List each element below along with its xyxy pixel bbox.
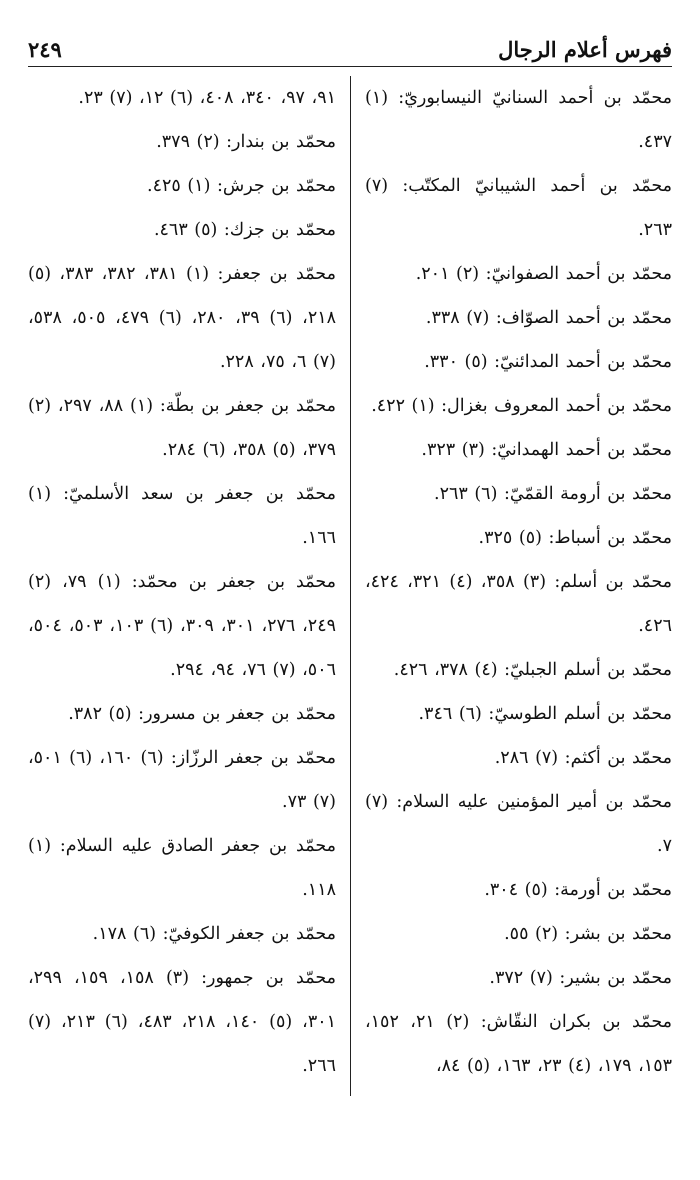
right-column bbox=[350, 76, 672, 1096]
index-entry: محمّد بن أرومة القمّيّ: (٦) ٢٦٣. bbox=[434, 484, 672, 504]
index-entry: محمّد بن جعفر: (١) ٣٨١، ٣٨٢، ٣٨٣، (٥) ٢١٨، (٦) ٣٩، ٢٨٠، (٦) ٤٧٩، ٥٠٥، ٥٣٨، (٧) ٦، ٧٥، ٢٢٨. bbox=[28, 264, 337, 372]
index-entry: محمّد بن جعفر بن بطّة: (١) ٨٨، ٢٩٧، (٢) ٣٧٩، (٥) ٣٥٨، (٦) ٢٨٤. bbox=[28, 396, 336, 460]
index-entry: محمّد بن أسلم الجبليّ: (٤) ٣٧٨، ٤٢٦. bbox=[393, 660, 672, 680]
index-entry: محمّد بن جعفر بن سعد الأسلميّ: (١) ١٦٦. bbox=[28, 484, 336, 548]
left-column bbox=[28, 76, 350, 1096]
page-number: ٢٤٩ bbox=[28, 37, 62, 62]
index-entry: محمّد بن بكران النقّاش: (٢) ٢١، ١٥٢، ١٥٣، ١٧٩، (٤) ٢٣، ١٦٣، (٥) ٨٤، bbox=[365, 1012, 672, 1076]
index-columns bbox=[28, 76, 672, 1096]
index-entry: محمّد بن أكثم: (٧) ٢٨٦. bbox=[494, 748, 672, 768]
index-entry: محمّد بن جرش: (١) ٤٢٥. bbox=[147, 176, 336, 196]
index-entry: محمّد بن أحمد السنانيّ النيسابوريّ: (١) ٤٣٧. bbox=[365, 88, 672, 152]
index-entry: محمّد بن جزك: (٥) ٤٦٣. bbox=[153, 220, 336, 240]
page-header bbox=[28, 22, 672, 67]
index-entry: محمّد بن بشر: (٢) ٥٥. bbox=[504, 924, 672, 944]
index-entry: محمّد بن بندار: (٢) ٣٧٩. bbox=[156, 132, 336, 152]
index-entry: محمّد بن أسباط: (٥) ٣٢٥. bbox=[478, 528, 672, 548]
page-title: فهرس أعلام الرجال bbox=[498, 37, 672, 62]
index-entry: محمّد بن جعفر الصادق عليه السلام: (١) ١١٨. bbox=[28, 836, 336, 900]
index-entry: محمّد بن أورمة: (٥) ٣٠٤. bbox=[484, 880, 672, 900]
index-entry: محمّد بن بشير: (٧) ٣٧٢. bbox=[489, 968, 672, 988]
index-entry: محمّد بن أمير المؤمنين عليه السلام: (٧) ٧. bbox=[365, 792, 672, 856]
index-entry: محمّد بن أحمد المعروف بغزال: (١) ٤٢٢. bbox=[371, 396, 672, 416]
index-entry: محمّد بن جعفر الرزّاز: (٦) ١٦٠، (٦) ٥٠١، (٧) ٧٣. bbox=[28, 748, 337, 812]
index-entry: محمّد بن أحمد الهمدانيّ: (٣) ٣٢٣. bbox=[421, 440, 672, 460]
index-entry: محمّد بن جعفر بن محمّد: (١) ٧٩، (٢) ٢٤٩، ٢٧٦، ٣٠١، ٣٠٩، (٦) ١٠٣، ٥٠٣، ٥٠٤، ٥٠٦، (٧) ٧٦، ٩٤، ٢٩٤. bbox=[28, 572, 337, 680]
index-entry: محمّد بن جعفر بن مسرور: (٥) ٣٨٢. bbox=[68, 704, 336, 724]
index-entry: محمّد بن أحمد المدائنيّ: (٥) ٣٣٠. bbox=[424, 352, 672, 372]
index-entry: ٩١، ٩٧، ٣٤٠، ٤٠٨، (٦) ١٢، (٧) ٢٣. bbox=[78, 88, 336, 108]
index-entry: محمّد بن أحمد الصفوانيّ: (٢) ٢٠١. bbox=[415, 264, 672, 284]
index-entry: محمّد بن جمهور: (٣) ١٥٨، ١٥٩، ٢٩٩، ٣٠١، (٥) ١٤٠، ٢١٨، ٤٨٣، (٦) ٢١٣، (٧) ٢٦٦. bbox=[28, 968, 337, 1076]
index-entry: محمّد بن أحمد الصوّاف: (٧) ٣٣٨. bbox=[425, 308, 672, 328]
index-entry: محمّد بن أسلم: (٣) ٣٥٨، (٤) ٣٢١، ٤٢٤، ٤٢٦. bbox=[365, 572, 673, 636]
index-entry: محمّد بن جعفر الكوفيّ: (٦) ١٧٨. bbox=[92, 924, 336, 944]
index-entry: محمّد بن أحمد الشيبانيّ المكتّب: (٧) ٢٦٣. bbox=[365, 176, 672, 240]
index-entry: محمّد بن أسلم الطوسيّ: (٦) ٣٤٦. bbox=[418, 704, 672, 724]
